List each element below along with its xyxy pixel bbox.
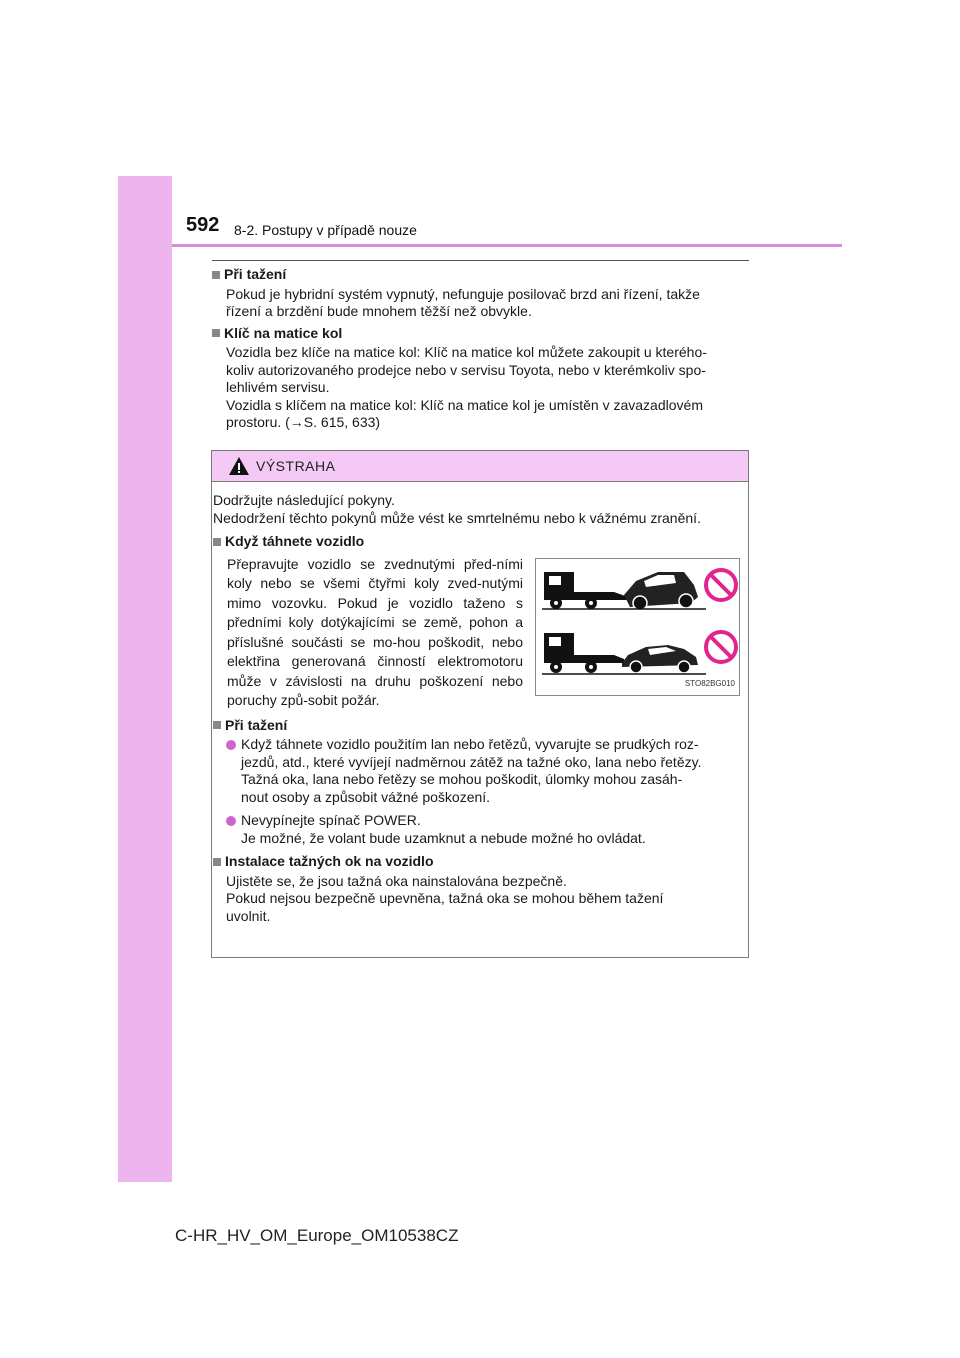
pri-tazeni-section bbox=[212, 717, 748, 848]
warning-box bbox=[211, 450, 749, 958]
prohibition-icon bbox=[706, 570, 736, 600]
sidebar-tab bbox=[118, 176, 172, 1182]
warning-header bbox=[212, 451, 748, 482]
hooks-section bbox=[212, 853, 748, 925]
illustration-code: STO82BG010 bbox=[684, 679, 735, 688]
towing-section bbox=[212, 533, 748, 711]
section-heading: Při tažení bbox=[212, 266, 749, 284]
round-bullet-icon bbox=[226, 816, 236, 826]
header-rule bbox=[172, 244, 842, 247]
tow-truck-bottom-icon bbox=[544, 633, 624, 673]
hooks-heading: Instalace tažných ok na vozidlo bbox=[213, 853, 748, 871]
towing-heading: Když táhnete vozidlo bbox=[213, 533, 748, 551]
section-title: 8-2. Postupy v případě nouze bbox=[234, 222, 417, 238]
warning-triangle-icon bbox=[228, 456, 250, 476]
square-bullet-icon bbox=[213, 538, 221, 546]
towing-text: Přepravujte vozidlo se zvednutými před-ními koly nebo se všemi čtyřmi koly zved-nutými mimo vozovku. Pokud je vozidlo taženo s předními koly dotýkajícími se země, pohon a příslušné součásti se mo-hou poškodit, nebo elektřina generovaná činností elektromotoru může v závislosti na druhu poškození nebo poruchy způ-sobit požár. bbox=[227, 555, 523, 708]
content-rule bbox=[212, 260, 749, 261]
warning-title: VÝSTRAHA bbox=[256, 458, 336, 474]
document-code: C-HR_HV_OM_Europe_OM10538CZ bbox=[175, 1226, 459, 1245]
section-heading: Klíč na matice kol bbox=[212, 325, 749, 343]
list-item: Nevypínejte spínač POWER. Je možné, že volant bude uzamknut a nebude možné ho ovládat. bbox=[226, 812, 748, 847]
square-bullet-icon bbox=[212, 329, 220, 337]
warning-body bbox=[212, 482, 748, 925]
section-body: Pokud je hybridní systém vypnutý, nefunguje posilovač brzd ani řízení, takže řízení a brzdění bude mnohem těžší než obvykle. bbox=[226, 285, 700, 319]
page-number: 592 bbox=[186, 214, 220, 236]
section-body: Vozidla bez klíče na matice kol: Klíč na matice kol můžete zakoupit u kterého- koliv autorizovaného prodejce nebo v servisu Toyota, nebo v kterémkoliv spo- lehlivém servisu. Vozidla s klíčem na matice kol: Klíč na matice kol je umístěn v zavazadlovém prostoru. (→S. 615, 633) bbox=[226, 344, 707, 430]
car-lifted-icon bbox=[624, 572, 698, 610]
warning-intro: Dodržujte následující pokyny. Nedodržení těchto pokynů může vést ke smrtelnému nebo k vážnému zranění. bbox=[213, 492, 701, 526]
square-bullet-icon bbox=[213, 858, 221, 866]
towing-illustration bbox=[535, 558, 740, 696]
section-klic-na-matice bbox=[212, 325, 749, 432]
square-bullet-icon bbox=[212, 271, 220, 279]
list-item: Když táhnete vozidlo použitím lan nebo řetězů, vyvarujte se prudkých roz- jezdů, atd., které vyvíjejí nadměrnou zátěž na tažné oko, lana nebo řetězy. Tažná oka, lana nebo řetězy se mohou poškodit, úlomky mohou zasáh- nout osoby a způsobit vážné poškození. bbox=[226, 736, 748, 806]
prohibition-icon bbox=[706, 632, 736, 662]
hooks-body: Ujistěte se, že jsou tažná oka nainstalována bezpečně. Pokud nejsou bezpečně upevněna, tažná oka se mohou během tažení uvolnit. bbox=[226, 872, 664, 924]
car-on-ground-icon bbox=[622, 645, 698, 673]
section-pri-tazeni bbox=[212, 266, 749, 321]
tow-truck-top-icon bbox=[544, 572, 628, 609]
square-bullet-icon bbox=[213, 721, 221, 729]
round-bullet-icon bbox=[226, 740, 236, 750]
main-content bbox=[212, 266, 749, 436]
pri-tazeni-heading: Při tažení bbox=[213, 717, 748, 735]
